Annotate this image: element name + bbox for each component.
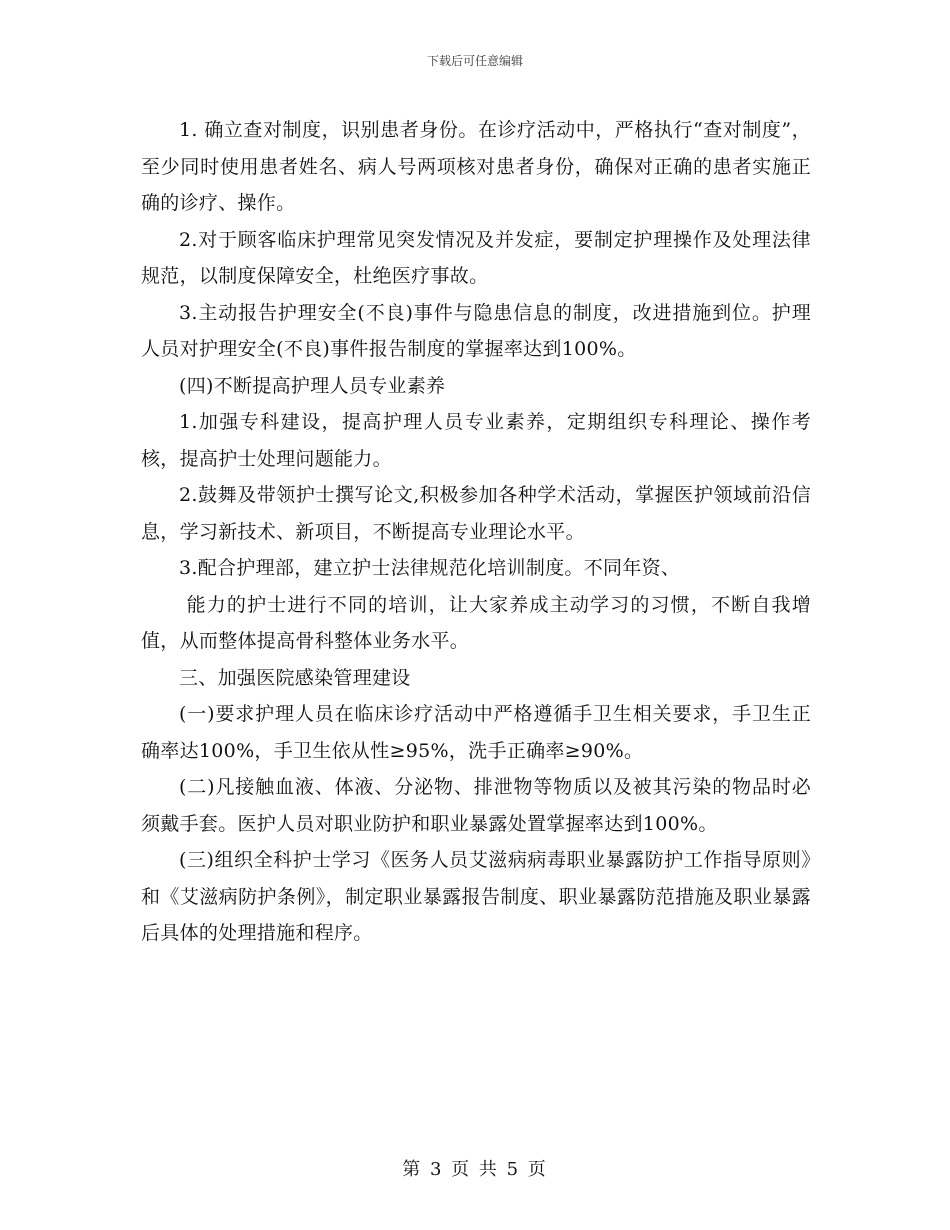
paragraph-12: (三)组织全科护士学习《医务人员艾滋病病毒职业暴露防护工作指导原则》和《艾滋病防护条例》，制定职业暴露报告制度、职业暴露防范措施及职业暴露后具体的处理措施和程序。 xyxy=(141,849,811,944)
paragraph-8: 能力的护士进行不同的培训，让大家养成主动学习的习惯，不断自我增值，从而整体提高骨科整体业务水平。 xyxy=(141,593,811,652)
section-heading-4: (四)不断提高护理人员专业素养 xyxy=(179,374,446,397)
page-header: 下载后可任意编辑 xyxy=(426,54,523,68)
section-heading-three: 三、加强医院感染管理建设 xyxy=(179,666,411,689)
paragraph-10: (一)要求护理人员在临床诊疗活动中严格遵循手卫生相关要求，手卫生正确率达100%，手卫生依从性≥95%，洗手正确率≥90%。 xyxy=(141,703,811,762)
paragraph-7: 3.配合护理部，建立护士法律规范化培训制度。不同年资、 xyxy=(179,557,681,579)
document-body xyxy=(141,112,811,952)
paragraph-2: 2.对于顾客临床护理常见突发情况及并发症，要制定护理操作及处理法律规范，以制度保障安全，杜绝医疗事故。 xyxy=(141,228,811,287)
paragraph-5: 1.加强专科建设，提高护理人员专业素养，定期组织专科理论、操作考核，提高护士处理问题能力。 xyxy=(141,411,811,470)
paragraph-11: (二)凡接触血液、体液、分泌物、排泄物等物质以及被其污染的物品时必须戴手套。医护人员对职业防护和职业暴露处置掌握率达到100%。 xyxy=(141,776,811,835)
paragraph-6: 2.鼓舞及带领护士撰写论文,积极参加各种学术活动，掌握医护领域前沿信息，学习新技术、新项目，不断提高专业理论水平。 xyxy=(141,484,811,543)
paragraph-1: 1. 确立查对制度，识别患者身份。在诊疗活动中，严格执行“查对制度”，至少同时使用患者姓名、病人号两项核对患者身份，确保对正确的患者实施正确的诊疗、操作。 xyxy=(141,119,811,214)
page-footer: 第 3 页 共 5 页 xyxy=(402,1159,548,1180)
paragraph-3: 3.主动报告护理安全(不良)事件与隐患信息的制度，改进措施到位。护理人员对护理安全(不良)事件报告制度的掌握率达到100%。 xyxy=(141,301,811,360)
